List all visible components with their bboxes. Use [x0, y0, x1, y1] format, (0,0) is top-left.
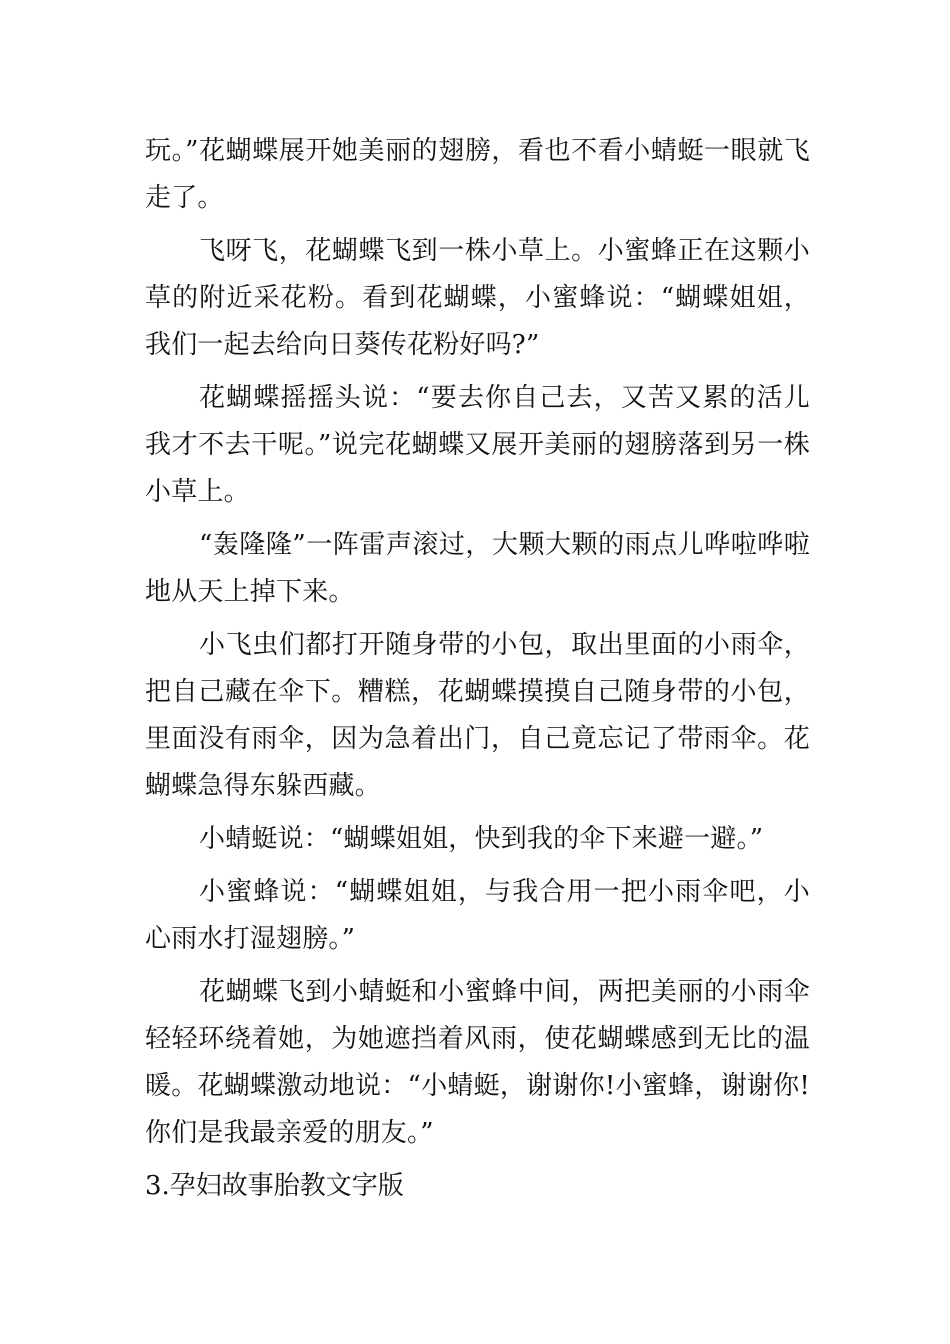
paragraph: 花蝴蝶摇摇头说：“要去你自己去，又苦又累的活儿我才不去干呢。”说完花蝴蝶又展开美丽的翅膀落到另一株小草上。 [145, 383, 810, 507]
section-heading: 3.孕妇故事胎教文字版 [145, 1171, 404, 1201]
paragraph: 小蜜蜂说：“蝴蝶姐姐，与我合用一把小雨伞吧，小心雨水打湿翅膀。” [145, 877, 810, 954]
paragraph: “轰隆隆”一阵雷声滚过，大颗大颗的雨点儿哗啦哗啦地从天上掉下来。 [145, 530, 810, 607]
story-text [145, 128, 810, 1210]
paragraph: 飞呀飞，花蝴蝶飞到一株小草上。小蜜蜂正在这颗小草的附近采花粉。看到花蝴蝶，小蜜蜂说：“蝴蝶姐姐，我们一起去给向日葵传花粉好吗?” [145, 236, 810, 360]
paragraph: 小蜻蜓说：“蝴蝶姐姐，快到我的伞下来避一避。” [199, 824, 764, 854]
paragraph: 花蝴蝶飞到小蜻蜓和小蜜蜂中间，两把美丽的小雨伞轻轻环绕着她，为她遮挡着风雨，使花蝴蝶感到无比的温暖。花蝴蝶激动地说：“小蜻蜓，谢谢你!小蜜蜂，谢谢你!你们是我最亲爱的朋友。” [145, 977, 810, 1148]
paragraph: 小飞虫们都打开随身带的小包，取出里面的小雨伞，把自己藏在伞下。糟糕，花蝴蝶摸摸自己随身带的小包，里面没有雨伞，因为急着出门，自己竟忘记了带雨伞。花蝴蝶急得东躲西藏。 [145, 630, 810, 801]
paragraph-continued: 玩。”花蝴蝶展开她美丽的翅膀，看也不看小蜻蜓一眼就飞走了。 [145, 136, 810, 213]
